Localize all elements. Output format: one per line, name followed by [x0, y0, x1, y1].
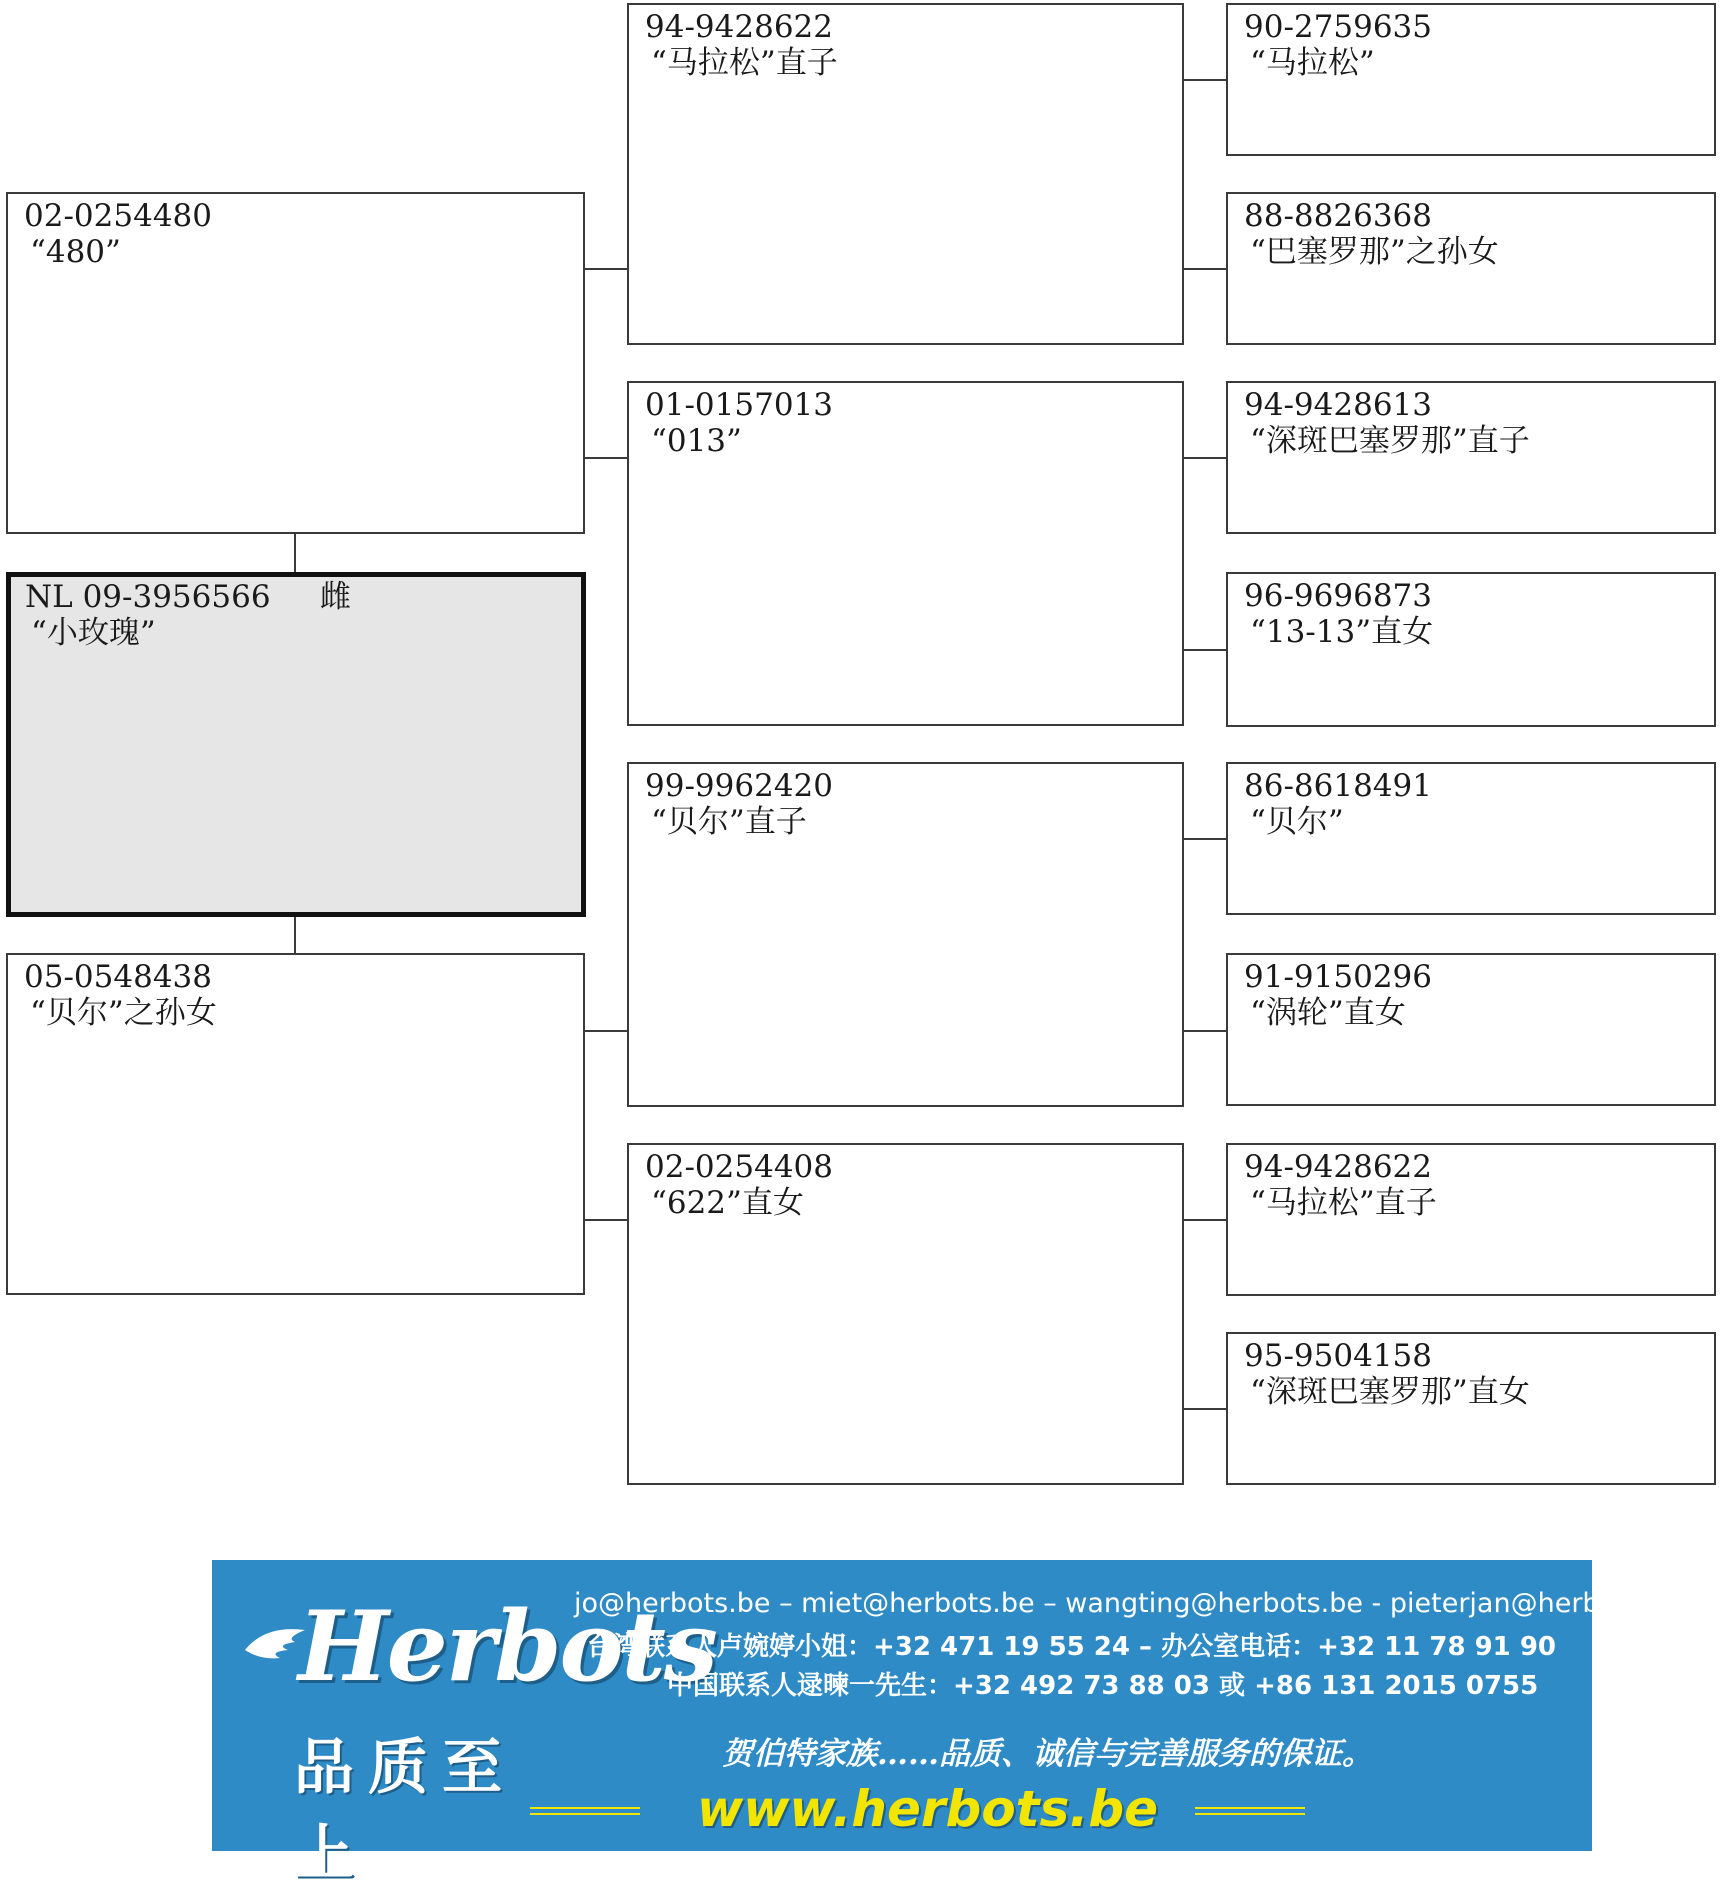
ancestor-name-6: “涡轮”直女 — [1250, 995, 1406, 1031]
dam-dam-card — [627, 1143, 1184, 1485]
subject-name: “小玫瑰” — [31, 615, 156, 651]
connector-gen3-4 — [1184, 649, 1226, 651]
ancestor-name-3: “深斑巴塞罗那”直子 — [1250, 423, 1530, 459]
ancestor-card-8 — [1226, 1332, 1716, 1485]
ancestor-ring-6: 91-9150296 — [1244, 959, 1432, 995]
decorative-lines-right — [1195, 1805, 1305, 1817]
subject-ring-line — [25, 579, 581, 615]
sire-sire-name: “马拉松”直子 — [651, 45, 838, 81]
connector-gen3-6 — [1184, 1030, 1226, 1032]
motto: 贺伯特家族……品质、诚信与完善服务的保证。 — [722, 1736, 1373, 1772]
ancestor-name-4: “13-13”直女 — [1250, 614, 1434, 650]
ancestor-ring-4: 96-9696873 — [1244, 578, 1432, 614]
china-contact: 中国联系人逯暕一先生：+32 492 73 88 03 或 +86 131 2015 0755 — [667, 1671, 1539, 1701]
connector-gen3-7 — [1184, 1219, 1226, 1221]
subject-ring: NL 09-3956566 — [25, 579, 271, 615]
sire-dam-name: “013” — [651, 423, 742, 459]
ancestor-card-1 — [1226, 3, 1716, 156]
ancestor-name-1: “马拉松” — [1250, 45, 1375, 81]
connector-gen3-2 — [1184, 268, 1226, 270]
dam-ring: 05-0548438 — [24, 959, 212, 995]
ancestor-ring-7: 94-9428622 — [1244, 1149, 1432, 1185]
ancestor-card-6 — [1226, 953, 1716, 1106]
dam-name: “贝尔”之孙女 — [30, 995, 217, 1031]
ancestor-name-5: “贝尔” — [1250, 804, 1344, 840]
ancestor-ring-3: 94-9428613 — [1244, 387, 1432, 423]
connector-gen3-1 — [1184, 79, 1226, 81]
ancestor-ring-1: 90-2759635 — [1244, 9, 1432, 45]
ancestor-ring-8: 95-9504158 — [1244, 1338, 1432, 1374]
sire-dam-card — [627, 381, 1184, 726]
connector-gen3-5 — [1184, 838, 1226, 840]
sire-dam-ring: 01-0157013 — [645, 387, 833, 423]
ancestor-card-5 — [1226, 762, 1716, 915]
sire-sire-ring: 94-9428622 — [645, 9, 833, 45]
dam-card — [6, 953, 585, 1295]
taiwan-contact: 台湾联系人卢婉婷小姐：+32 471 19 55 24 – 办公室电话：+32 11 78 91 90 — [587, 1632, 1556, 1662]
subject-sex: 雌 — [319, 579, 351, 615]
slogan: 品质至上 — [294, 1733, 516, 1889]
ancestor-name-8: “深斑巴塞罗那”直女 — [1250, 1374, 1530, 1410]
connector-gen3-3 — [1184, 457, 1226, 459]
logo-wordmark: Herbots — [298, 1590, 716, 1703]
connector-dam-to-dam-dam — [585, 1219, 627, 1221]
ancestor-name-2: “巴塞罗那”之孙女 — [1250, 234, 1499, 270]
subject-card — [6, 572, 586, 917]
ancestor-card-3 — [1226, 381, 1716, 534]
decorative-lines-left — [530, 1805, 640, 1817]
connector-sire-to-sire-dam — [585, 457, 627, 459]
ancestor-ring-2: 88-8826368 — [1244, 198, 1432, 234]
connector-subject-sire — [294, 534, 296, 572]
website-link[interactable]: www.herbots.be — [697, 1780, 1159, 1838]
dam-sire-ring: 99-9962420 — [645, 768, 833, 804]
ancestor-card-7 — [1226, 1143, 1716, 1296]
dam-dam-name: “622”直女 — [651, 1185, 804, 1221]
ancestor-card-2 — [1226, 192, 1716, 345]
ancestor-name-7: “马拉松”直子 — [1250, 1185, 1437, 1221]
sire-sire-card — [627, 3, 1184, 345]
herbots-logo — [240, 1580, 716, 1889]
sire-ring: 02-0254480 — [24, 198, 212, 234]
dam-sire-card — [627, 762, 1184, 1107]
sire-card — [6, 192, 585, 534]
ancestor-ring-5: 86-8618491 — [1244, 768, 1432, 804]
connector-dam-to-dam-sire — [585, 1030, 627, 1032]
connector-subject-dam — [294, 917, 296, 953]
herbots-banner — [212, 1560, 1684, 1889]
ancestor-card-4 — [1226, 572, 1716, 727]
email-list: jo@herbots.be – miet@herbots.be – wangting@herbots.be - pieterjan@herbots.be — [574, 1588, 1684, 1619]
dam-sire-name: “贝尔”直子 — [651, 804, 807, 840]
connector-sire-to-sire-sire — [585, 268, 627, 270]
sire-name: “480” — [30, 234, 121, 270]
dam-dam-ring: 02-0254408 — [645, 1149, 833, 1185]
connector-gen3-8 — [1184, 1408, 1226, 1410]
